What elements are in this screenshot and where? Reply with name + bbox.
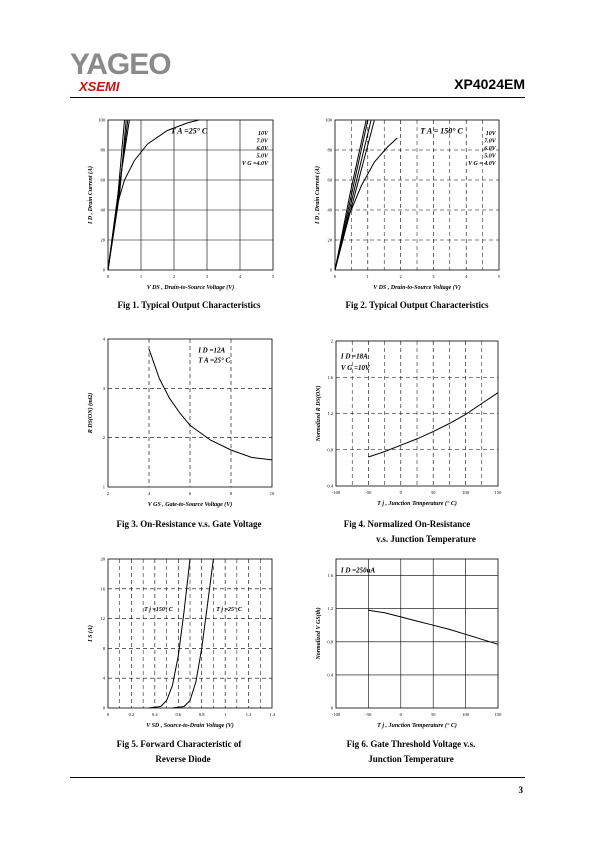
y-tick-label: 1.6 xyxy=(327,374,333,380)
y-tick-label: 1 xyxy=(102,484,105,490)
figure-1-caption xyxy=(64,298,314,313)
x-tick-label: 5 xyxy=(497,274,501,279)
x-tick-label: 4 xyxy=(465,274,468,279)
x-tick-label: 150 xyxy=(494,490,502,495)
x-tick-label: 50 xyxy=(430,712,436,717)
x-axis-label: T j , Junction Temperature (° C) xyxy=(377,723,457,729)
y-tick-label: 0 xyxy=(330,705,333,711)
plot-frame xyxy=(336,559,498,708)
y-tick-label: 80 xyxy=(327,147,332,153)
y-tick-label: 20 xyxy=(100,237,105,243)
x-tick-label: 1 xyxy=(224,712,227,717)
brand-name: YAGEO xyxy=(70,48,171,81)
series-line-5 xyxy=(335,138,397,270)
series-line-4 xyxy=(108,120,125,270)
x-tick-label: 4 xyxy=(238,274,242,279)
y-tick-label: 1.6 xyxy=(327,573,333,579)
chart-2 xyxy=(314,118,501,292)
x-tick-label: 0.2 xyxy=(128,712,135,717)
footer-divider xyxy=(70,777,525,778)
legend-label: 5.0V xyxy=(256,153,269,160)
x-tick-label: 10 xyxy=(269,491,275,496)
x-axis-label: T j , Junction Temperature (° C) xyxy=(377,501,457,507)
chart-annotation: T A = 150° C xyxy=(420,126,463,136)
figure-3-caption xyxy=(64,517,314,532)
x-tick-label: 2 xyxy=(106,491,110,496)
y-tick-label: 80 xyxy=(100,147,105,153)
legend-label: V G =4.0V xyxy=(241,161,269,167)
chart-4 xyxy=(315,339,502,508)
legend-label: 7.0V xyxy=(256,138,269,145)
chart-annotation: V G =10V xyxy=(340,364,370,373)
y-tick-label: 100 xyxy=(98,117,105,123)
y-axis-label: R DS(ON) (mΩ) xyxy=(88,392,94,434)
x-tick-label: 6 xyxy=(188,491,192,496)
x-tick-label: 0.4 xyxy=(152,712,158,717)
x-tick-label: 1.4 xyxy=(269,712,275,717)
y-axis-label: Normalized R DS(ON) xyxy=(316,385,322,442)
y-tick-label: 0.4 xyxy=(327,672,333,678)
plot-frame xyxy=(108,120,273,270)
y-axis-label: I D , Drain Current (A) xyxy=(315,165,321,225)
y-tick-label: 0.8 xyxy=(327,639,333,645)
series-line-5 xyxy=(108,120,199,270)
y-tick-label: 100 xyxy=(325,117,332,123)
x-axis-label: V GS , Gate-to-Source Voltage (V) xyxy=(147,502,233,508)
x-tick-label: 1 xyxy=(139,274,143,279)
y-tick-label: 40 xyxy=(100,207,105,213)
legend-label: V G = 4.0V xyxy=(468,161,496,167)
chart-5 xyxy=(87,557,276,730)
x-tick-label: -50 xyxy=(365,490,372,495)
figure-4-caption xyxy=(282,517,532,547)
y-tick-label: 0 xyxy=(329,267,332,273)
x-tick-label: 2 xyxy=(399,274,402,279)
page-number: 3 xyxy=(518,785,523,795)
x-tick-label: 8 xyxy=(229,491,233,496)
y-tick-label: 60 xyxy=(327,177,332,183)
x-tick-label: 1 xyxy=(366,274,369,279)
y-tick-label: 20 xyxy=(327,237,332,243)
x-axis-label: V SD , Source-to-Drain Voltage (V) xyxy=(146,723,234,729)
sub-brand-name: XSEMI xyxy=(79,79,120,94)
chart-annotation: I D =18A xyxy=(340,352,368,361)
x-tick-label: 5 xyxy=(271,274,275,279)
part-number: XP4024EM xyxy=(454,76,525,92)
x-tick-label: -50 xyxy=(365,712,372,717)
legend-label: 10V xyxy=(258,131,269,137)
caption-line: v.s. Junction Temperature xyxy=(376,534,476,544)
caption-line: Fig 6. Gate Threshold Voltage v.s. xyxy=(346,739,476,749)
x-tick-label: -100 xyxy=(331,490,341,495)
figure-6-caption xyxy=(286,737,536,767)
x-tick-label: 0.8 xyxy=(198,712,205,717)
legend-label: 5.0V xyxy=(484,153,496,160)
x-axis-label: V DS , Drain-to-Source Voltage (V) xyxy=(146,285,235,291)
y-tick-label: 16 xyxy=(100,586,105,592)
caption-line: Fig 1. Typical Output Characteristics xyxy=(117,300,261,310)
y-axis-label: I S (A) xyxy=(88,625,94,642)
x-tick-label: 2 xyxy=(172,274,176,279)
x-tick-label: 0 xyxy=(399,490,402,495)
y-tick-label: 2 xyxy=(330,338,333,344)
x-tick-label: 0.6 xyxy=(175,712,182,717)
x-tick-label: 0 xyxy=(106,274,110,279)
y-tick-label: 0 xyxy=(102,267,105,273)
y-axis-label: Normalized V GS(th) xyxy=(316,607,322,660)
y-tick-label: 12 xyxy=(100,616,105,622)
figure-5-caption xyxy=(54,737,304,767)
series-line-1 xyxy=(149,349,272,460)
caption-line: Fig 3. On-Resistance v.s. Gate Voltage xyxy=(116,519,262,529)
y-tick-label: 1.2 xyxy=(327,606,333,612)
legend-label: 7.0V xyxy=(484,138,496,145)
caption-line: Junction Temperature xyxy=(368,754,454,764)
x-tick-label: 0 xyxy=(399,712,402,717)
y-tick-label: 20 xyxy=(100,556,105,562)
chart-annotation: T A =25° C xyxy=(198,356,231,365)
y-tick-label: 0.4 xyxy=(327,483,333,489)
y-tick-label: 1.2 xyxy=(327,411,333,416)
x-tick-label: 3 xyxy=(205,274,209,279)
legend-label: 10V xyxy=(485,131,496,137)
chart-annotation: T j =150° C xyxy=(144,607,173,614)
chart-annotation: I D =250uA xyxy=(340,566,376,575)
caption-line: Fig 2. Typical Output Characteristics xyxy=(345,300,489,310)
x-tick-label: 150 xyxy=(494,712,502,717)
y-tick-label: 4 xyxy=(102,336,105,342)
y-tick-label: 40 xyxy=(327,207,332,213)
y-tick-label: 3 xyxy=(102,385,105,391)
chart-annotation: T j =25° C xyxy=(216,607,242,614)
chart-annotation: I D =12A xyxy=(198,346,226,355)
y-tick-label: 0.8 xyxy=(327,447,333,453)
x-tick-label: 1.2 xyxy=(245,712,252,717)
chart-6 xyxy=(315,559,502,729)
x-tick-label: 3 xyxy=(432,274,435,279)
x-axis-label: V DS , Drain-to-Source Voltage (V) xyxy=(373,285,461,291)
y-tick-label: 4 xyxy=(102,675,105,681)
x-tick-label: 0 xyxy=(333,274,337,279)
x-tick-label: 100 xyxy=(462,712,469,717)
x-tick-label: 0 xyxy=(106,712,110,717)
y-tick-label: 0 xyxy=(102,705,105,711)
caption-line: Fig 5. Forward Characteristic of xyxy=(116,739,242,749)
chart-3 xyxy=(87,337,275,509)
x-tick-label: -100 xyxy=(331,712,341,717)
y-tick-label: 2 xyxy=(102,435,105,441)
chart-1 xyxy=(87,118,275,292)
y-tick-label: 60 xyxy=(100,177,105,183)
chart-annotation: T A =25° C xyxy=(170,126,208,136)
legend-label: 6.0V xyxy=(256,146,269,152)
x-tick-label: 100 xyxy=(462,490,469,495)
y-tick-label: 8 xyxy=(102,645,105,651)
x-tick-label: 50 xyxy=(430,490,436,495)
caption-line: Fig 4. Normalized On-Resistance xyxy=(343,519,471,529)
figure-2-caption xyxy=(292,298,542,313)
x-tick-label: 4 xyxy=(147,491,151,496)
caption-line: Reverse Diode xyxy=(155,754,211,764)
legend-label: 6.0V xyxy=(484,146,496,152)
y-axis-label: I D , Drain Current (A) xyxy=(88,165,94,225)
